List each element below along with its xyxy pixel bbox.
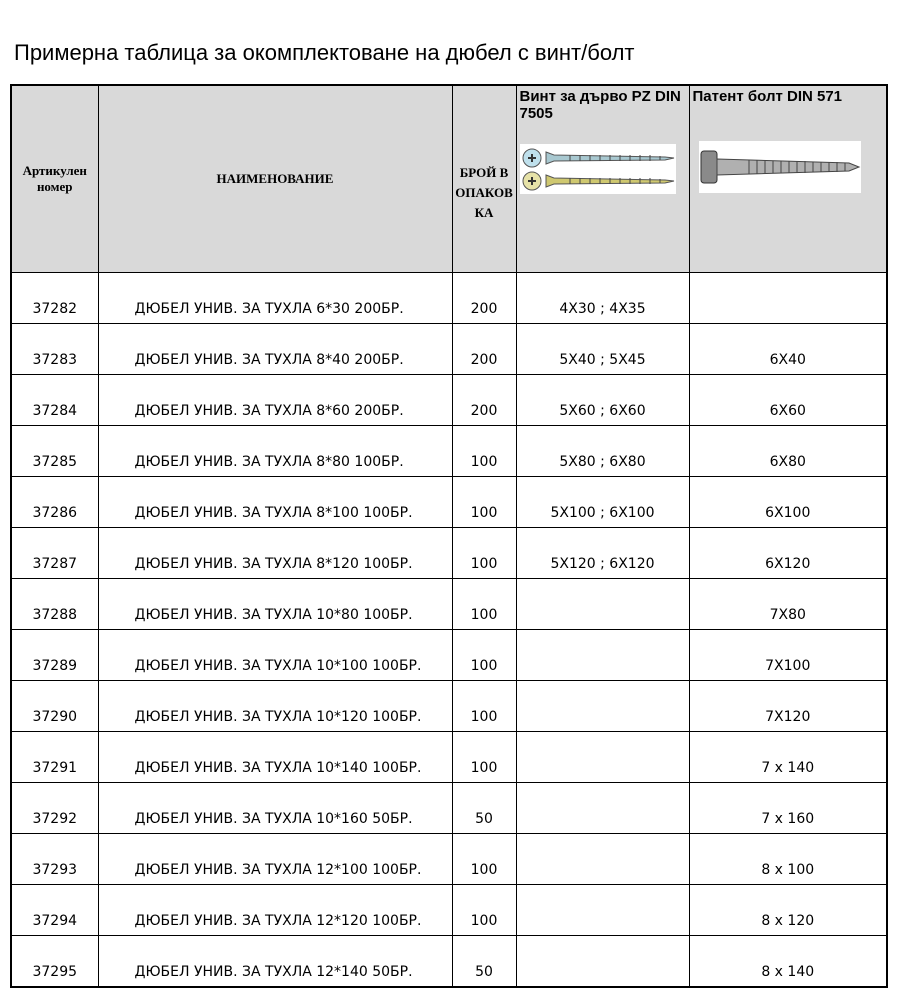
bolt-size: 7X100 (689, 630, 887, 681)
bolt-size: 8 x 120 (689, 885, 887, 936)
screw-sizes: 5X100 ; 6X100 (516, 477, 689, 528)
product-name: ДЮБЕЛ УНИВ. ЗА ТУХЛА 12*100 100БР. (98, 834, 452, 885)
table-row (11, 936, 887, 988)
product-name: ДЮБЕЛ УНИВ. ЗА ТУХЛА 10*120 100БР. (98, 681, 452, 732)
product-name: ДЮБЕЛ УНИВ. ЗА ТУХЛА 10*140 100БР. (98, 732, 452, 783)
screw-sizes (516, 885, 689, 936)
bolt-size: 6X120 (689, 528, 887, 579)
product-name: ДЮБЕЛ УНИВ. ЗА ТУХЛА 8*120 100БР. (98, 528, 452, 579)
package-quantity: 100 (452, 732, 516, 783)
article-number: 37288 (11, 579, 98, 630)
table-header-row (11, 85, 887, 273)
article-number: 37294 (11, 885, 98, 936)
article-number: 37283 (11, 324, 98, 375)
package-quantity: 100 (452, 426, 516, 477)
article-number: 37282 (11, 273, 98, 324)
bolt-size: 7X80 (689, 579, 887, 630)
bolt-size: 6X80 (689, 426, 887, 477)
bolt-size: 8 x 140 (689, 936, 887, 988)
article-number: 37289 (11, 630, 98, 681)
screw-sizes (516, 681, 689, 732)
bolt-size: 7X120 (689, 681, 887, 732)
product-name: ДЮБЕЛ УНИВ. ЗА ТУХЛА 10*80 100БР. (98, 579, 452, 630)
package-quantity: 100 (452, 885, 516, 936)
package-quantity: 200 (452, 375, 516, 426)
table-row (11, 273, 887, 324)
product-name: ДЮБЕЛ УНИВ. ЗА ТУХЛА 12*140 50БР. (98, 936, 452, 988)
screw-sizes (516, 579, 689, 630)
header-name: НАИМЕНОВАНИЕ (98, 85, 452, 273)
bolt-size: 7 x 140 (689, 732, 887, 783)
table-row (11, 477, 887, 528)
table-row (11, 630, 887, 681)
product-name: ДЮБЕЛ УНИВ. ЗА ТУХЛА 8*40 200БР. (98, 324, 452, 375)
table-row (11, 783, 887, 834)
table-row (11, 324, 887, 375)
package-quantity: 100 (452, 477, 516, 528)
header-screw: Винт за дърво PZ DIN 7505 (516, 85, 689, 273)
screw-sizes (516, 936, 689, 988)
product-name: ДЮБЕЛ УНИВ. ЗА ТУХЛА 10*160 50БР. (98, 783, 452, 834)
header-qty: БРОЙ В ОПАКОВКА (452, 85, 516, 273)
screw-sizes: 4X30 ; 4X35 (516, 273, 689, 324)
table-row (11, 885, 887, 936)
table-row (11, 681, 887, 732)
product-name: ДЮБЕЛ УНИВ. ЗА ТУХЛА 8*80 100БР. (98, 426, 452, 477)
screw-sizes (516, 630, 689, 681)
page-title: Примерна таблица за окомплектоване на дюбел с винт/болт (14, 40, 635, 65)
article-number: 37286 (11, 477, 98, 528)
product-name: ДЮБЕЛ УНИВ. ЗА ТУХЛА 8*60 200БР. (98, 375, 452, 426)
product-name: ДЮБЕЛ УНИВ. ЗА ТУХЛА 6*30 200БР. (98, 273, 452, 324)
bolt-size (689, 273, 887, 324)
package-quantity: 200 (452, 273, 516, 324)
screw-sizes: 5X120 ; 6X120 (516, 528, 689, 579)
screw-sizes (516, 732, 689, 783)
article-number: 37293 (11, 834, 98, 885)
article-number: 37292 (11, 783, 98, 834)
wood-screw-image (520, 144, 676, 194)
article-number: 37295 (11, 936, 98, 988)
screw-sizes (516, 783, 689, 834)
package-quantity: 200 (452, 324, 516, 375)
table-row (11, 732, 887, 783)
screw-sizes: 5X60 ; 6X60 (516, 375, 689, 426)
article-number: 37291 (11, 732, 98, 783)
package-quantity: 100 (452, 528, 516, 579)
package-quantity: 100 (452, 681, 516, 732)
product-name: ДЮБЕЛ УНИВ. ЗА ТУХЛА 12*120 100БР. (98, 885, 452, 936)
package-quantity: 100 (452, 834, 516, 885)
bolt-size: 6X100 (689, 477, 887, 528)
table-row (11, 528, 887, 579)
article-number: 37287 (11, 528, 98, 579)
package-quantity: 100 (452, 630, 516, 681)
product-name: ДЮБЕЛ УНИВ. ЗА ТУХЛА 10*100 100БР. (98, 630, 452, 681)
bolt-size: 7 x 160 (689, 783, 887, 834)
article-number: 37290 (11, 681, 98, 732)
package-quantity: 100 (452, 579, 516, 630)
table-row (11, 375, 887, 426)
article-number: 37284 (11, 375, 98, 426)
screw-sizes: 5X40 ; 5X45 (516, 324, 689, 375)
screw-sizes (516, 834, 689, 885)
bolt-size: 6X60 (689, 375, 887, 426)
product-name: ДЮБЕЛ УНИВ. ЗА ТУХЛА 8*100 100БР. (98, 477, 452, 528)
table-row (11, 426, 887, 477)
table-row (11, 579, 887, 630)
header-article: Артикулен номер (11, 85, 98, 273)
screw-sizes: 5X80 ; 6X80 (516, 426, 689, 477)
product-table (10, 84, 888, 988)
table-row (11, 834, 887, 885)
bolt-size: 6X40 (689, 324, 887, 375)
header-bolt: Патент болт DIN 571 (689, 85, 887, 273)
bolt-size: 8 x 100 (689, 834, 887, 885)
article-number: 37285 (11, 426, 98, 477)
package-quantity: 50 (452, 783, 516, 834)
lag-bolt-image (699, 141, 861, 193)
package-quantity: 50 (452, 936, 516, 988)
